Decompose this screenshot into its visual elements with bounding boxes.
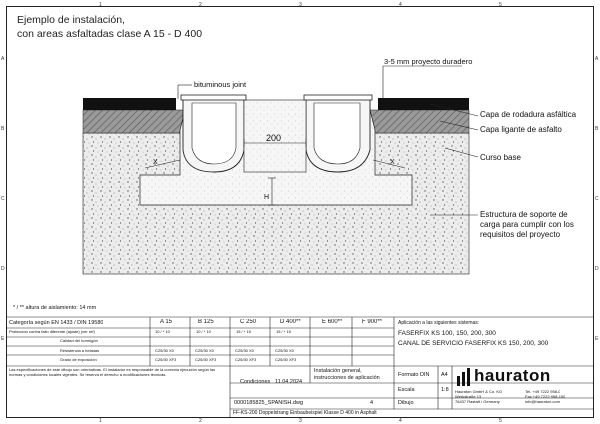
- class-a15: A 15: [160, 319, 173, 325]
- footnote: * / ** altura de aislamiento: 14 mm: [13, 305, 97, 311]
- row1-d400: 15 / * 15: [276, 330, 291, 334]
- grid-row-b: B: [1, 126, 5, 132]
- dibujo-label: Dibujo: [398, 400, 414, 406]
- escala-label: Escala: [398, 387, 415, 393]
- hauraton-logo-mark-2: [462, 372, 465, 386]
- grid-row-e-right: E: [595, 336, 599, 342]
- grid-row-a: A: [1, 56, 5, 62]
- row3-a15: C25/30 XF3: [155, 358, 177, 362]
- address-4: Tel. +49 7222 958-0: [525, 390, 561, 394]
- grid-row-d: D: [1, 266, 5, 272]
- side-label-3: Grado de exposición: [60, 358, 97, 362]
- hoja: 4: [370, 400, 374, 406]
- dimension-x-right: X: [390, 159, 395, 166]
- label-capa-ligante: Capa ligante de asfalto: [480, 125, 562, 134]
- row2-c250: C25/30 X0: [235, 349, 254, 353]
- address-6: info@hauraton.com: [525, 400, 560, 404]
- grid-col-3: 3: [299, 2, 302, 8]
- label-estructura-3: requisitos del proyecto: [480, 230, 561, 239]
- label-estructura: [480, 210, 574, 240]
- channel-right-inner: [314, 103, 360, 164]
- sub-label: Protección contra fallo diferente (ajuste) (ver ref): [9, 330, 95, 334]
- instalacion-line-2: instrucciones de aplicación: [314, 375, 380, 381]
- dimension-x-left: X: [153, 159, 158, 166]
- grid-col-2-bottom: 2: [199, 418, 202, 424]
- hauraton-logo-mark-3: [467, 368, 470, 386]
- binder-layer-right: [365, 110, 469, 133]
- grid-col-1: 1: [99, 2, 102, 8]
- aplicacion-line-2: CANAL DE SERVICIO FASERFIX KS 150, 200, 300: [398, 340, 549, 347]
- binder-layer-left: [83, 110, 183, 133]
- grid-row-c: C: [1, 196, 5, 202]
- fecha: 11.04.2024: [275, 379, 303, 385]
- address-3: 76437 Rastatt / Germany: [455, 400, 500, 404]
- class-d400: D 400**: [280, 319, 301, 325]
- formato-value: A4: [441, 372, 448, 378]
- dimension-h: H: [264, 194, 270, 201]
- grid-col-4-bottom: 4: [399, 418, 402, 424]
- instalacion-line-1: Instalación general,: [314, 368, 362, 374]
- descripcion: FF-KS-200 Doppelstrang Einbaubeispiel Klasse D 400 in Asphalt: [233, 410, 377, 416]
- side-label-1: Calidad del hormigón: [60, 339, 98, 343]
- row1-a15: 10 / * 10: [155, 330, 170, 334]
- title-line-1: Ejemplo de instalación,: [17, 14, 125, 26]
- hauraton-logo-mark-1: [457, 376, 460, 386]
- label-curso-base: Curso base: [480, 153, 521, 162]
- aplicacion-title: Aplicación a las siguientes sistemas:: [398, 320, 480, 326]
- surface-layer-right: [378, 98, 469, 110]
- class-b125: B 125: [198, 319, 214, 325]
- grate-right: [304, 95, 372, 100]
- row3-b125: C25/30 XF3: [195, 358, 217, 362]
- surface-layer-left: [83, 98, 176, 110]
- grid-col-4: 4: [399, 2, 402, 8]
- grid-col-5-bottom: 5: [499, 418, 502, 424]
- title-line-2: con areas asfaltadas clase A 15 - D 400: [17, 28, 203, 40]
- address-5: Fax +49 7222 958-100: [525, 395, 566, 399]
- label-estructura-1: Estructura de soporte de: [480, 210, 568, 219]
- grate-left: [181, 95, 246, 100]
- row2-a15: C25/30 X0: [155, 349, 174, 353]
- grid-row-e: E: [1, 336, 5, 342]
- category-label: Categoría según EN 1433 / DIN 19580: [9, 320, 104, 326]
- row3-d400: C25/30 XF3: [275, 358, 297, 362]
- address-2: Werkstraße 13: [455, 395, 482, 399]
- row1-c250: 15 / * 15: [236, 330, 251, 334]
- row2-b125: C25/30 X0: [195, 349, 214, 353]
- grid-row-b-right: B: [595, 126, 599, 132]
- row2-d400: C25/30 X0: [275, 349, 294, 353]
- hauraton-logo: hauraton: [474, 366, 551, 385]
- channel-left-inner: [192, 103, 236, 164]
- label-capa-rodadura: Capa de rodadura asfáltica: [480, 110, 577, 119]
- legal-notes: Las especificaciones de este dibujo son orientativas. El instalador es responsable de la correcta ejecución según las normas y condiciones locales vigentes. Se reserva el derecho a modificaciones técnicas.: [9, 368, 216, 377]
- grid-col-5: 5: [499, 2, 502, 8]
- row1-b125: 10 / * 10: [196, 330, 211, 334]
- label-estructura-2: carga para cumplir con los: [480, 220, 574, 229]
- grid-col-1-bottom: 1: [99, 418, 102, 424]
- label-bituminous-joint: bituminous joint: [194, 80, 247, 89]
- side-label-2: Resistencia a heladas: [60, 349, 100, 353]
- class-e600: E 600**: [322, 319, 343, 325]
- grid-col-3-bottom: 3: [299, 418, 302, 424]
- dimension-200: 200: [266, 133, 282, 143]
- formato-label: Formato DIN: [398, 372, 430, 378]
- grid-row-c-right: C: [595, 196, 599, 202]
- grid-col-2: 2: [199, 2, 202, 8]
- escala-value: 1:8: [441, 387, 449, 393]
- address-1: Hauraton GmbH & Co. KG: [455, 390, 503, 394]
- condiciones-label: Condiciones: [240, 379, 271, 385]
- grid-row-a-right: A: [595, 56, 599, 62]
- grid-row-d-right: D: [595, 266, 599, 272]
- aplicacion-line-1: FASERFIX KS 100, 150, 200, 300: [398, 330, 496, 337]
- label-proyecto-duradero: 3-5 mm proyecto duradero: [384, 57, 473, 66]
- row3-c250: C25/30 XF3: [235, 358, 257, 362]
- class-f900: F 900**: [362, 319, 383, 325]
- codigo-archivo: 0000185825_SPANISH.dwg: [234, 400, 304, 406]
- class-c250: C 250: [240, 319, 257, 325]
